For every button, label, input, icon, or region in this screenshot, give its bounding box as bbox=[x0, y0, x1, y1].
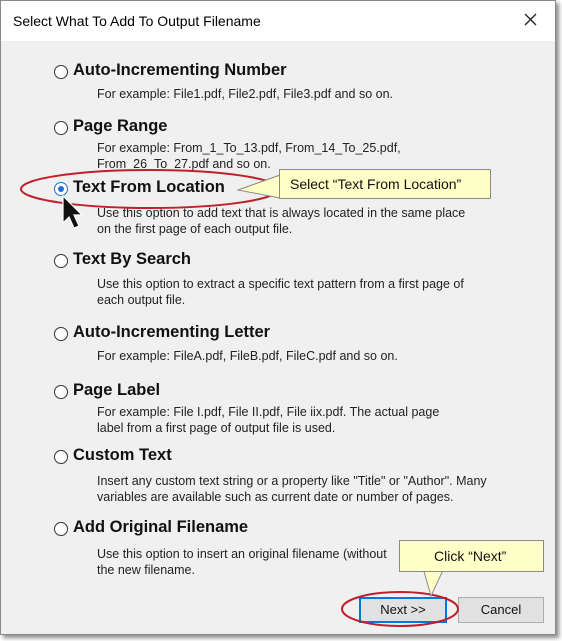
next-button[interactable]: Next >> bbox=[359, 597, 447, 623]
option-description-line2: on the first page of each output file. bbox=[97, 222, 293, 236]
option-label: Auto-Incrementing Number bbox=[73, 61, 287, 79]
option-label: Add Original Filename bbox=[73, 518, 249, 536]
option-description-line2: variables are available such as current date or number of pages. bbox=[97, 490, 454, 504]
option-label: Text From Location bbox=[73, 178, 225, 196]
option-description: Use this option to add text that is always located in the same place bbox=[97, 206, 466, 220]
option-description: For example: FileA.pdf, FileB.pdf, FileC.pdf and so on. bbox=[97, 349, 398, 363]
radio-text-by-search[interactable] bbox=[54, 254, 68, 268]
option-description-line2: each output file. bbox=[97, 293, 186, 307]
option-description-line2: label from a first page of output file is used. bbox=[97, 421, 336, 435]
option-description: Insert any custom text string or a property like "Title" or "Author". Many bbox=[97, 474, 487, 488]
option-description: For example: File I.pdf, File II.pdf, File iix.pdf. The actual page bbox=[97, 405, 440, 419]
option-description: For example: File1.pdf, File2.pdf, File3.pdf and so on. bbox=[97, 87, 393, 101]
option-label: Custom Text bbox=[73, 446, 172, 464]
option-label: Auto-Incrementing Letter bbox=[73, 323, 271, 341]
radio-auto-incrementing-number[interactable] bbox=[54, 65, 68, 79]
option-description: Use this option to insert an original filename (without bbox=[97, 547, 387, 561]
option-description-line2: From_26_To_27.pdf and so on. bbox=[97, 157, 271, 171]
cancel-button[interactable]: Cancel bbox=[458, 597, 544, 623]
title-bar bbox=[1, 1, 555, 41]
radio-text-from-location[interactable] bbox=[54, 182, 68, 196]
window-title: Select What To Add To Output Filename bbox=[13, 13, 261, 29]
radio-page-label[interactable] bbox=[54, 385, 68, 399]
option-description-line2: the new filename. bbox=[97, 563, 195, 577]
radio-custom-text[interactable] bbox=[54, 450, 68, 464]
option-description: Use this option to extract a specific text pattern from a first page of bbox=[97, 277, 464, 291]
radio-auto-incrementing-letter[interactable] bbox=[54, 327, 68, 341]
close-button[interactable] bbox=[519, 9, 541, 31]
callout-select: Select “Text From Location” bbox=[279, 169, 491, 199]
close-icon bbox=[519, 9, 541, 31]
option-description: For example: From_1_To_13.pdf, From_14_To_25.pdf, bbox=[97, 141, 401, 155]
callout-click-next: Click “Next” bbox=[399, 540, 544, 572]
option-label: Text By Search bbox=[73, 250, 191, 268]
option-label: Page Range bbox=[73, 117, 168, 135]
radio-page-range[interactable] bbox=[54, 121, 68, 135]
option-label: Page Label bbox=[73, 381, 161, 399]
radio-add-original-filename[interactable] bbox=[54, 522, 68, 536]
